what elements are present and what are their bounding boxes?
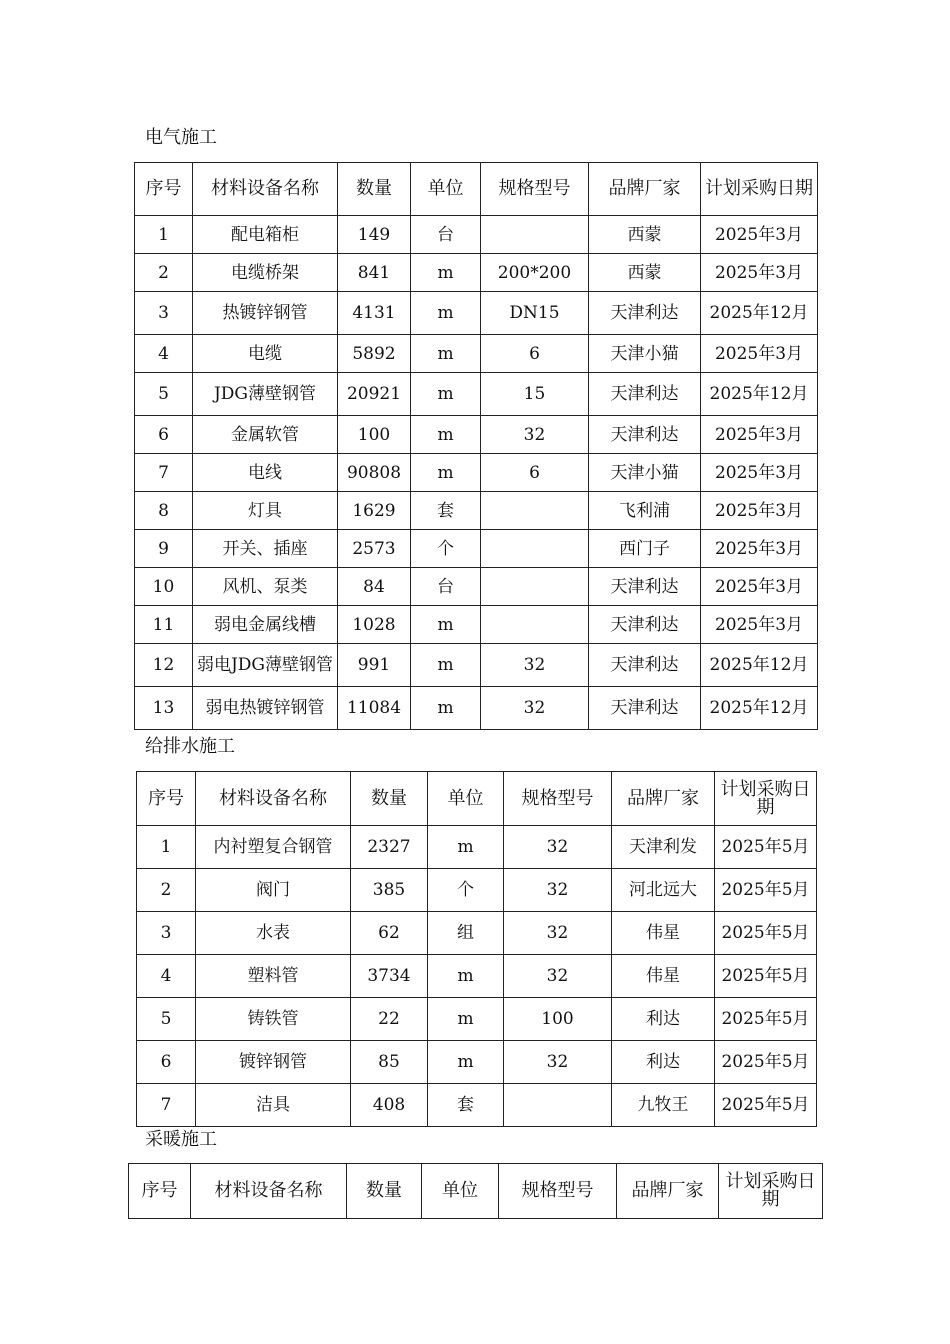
cell-name: JDG薄壁钢管	[193, 373, 338, 416]
heating-table	[128, 1163, 823, 1219]
cell-brand: 天津利发	[612, 826, 715, 869]
cell-brand: 天津小猫	[589, 335, 701, 373]
cell-spec: 32	[504, 869, 612, 912]
header-brand: 品牌厂家	[612, 772, 715, 826]
cell-index: 1	[137, 826, 196, 869]
header-row	[137, 772, 817, 826]
cell-unit: 台	[411, 568, 481, 606]
cell-index: 6	[137, 1041, 196, 1084]
cell-name: 水表	[196, 912, 351, 955]
header-spec: 规格型号	[481, 163, 589, 216]
cell-date: 2025年5月	[715, 826, 817, 869]
table-row	[135, 454, 818, 492]
cell-index: 7	[137, 1084, 196, 1127]
cell-date: 2025年5月	[715, 955, 817, 998]
cell-date: 2025年3月	[701, 335, 818, 373]
cell-spec: 15	[481, 373, 589, 416]
cell-unit: m	[428, 998, 504, 1041]
cell-unit: 组	[428, 912, 504, 955]
section-title: 给排水施工	[145, 736, 235, 757]
cell-index: 4	[135, 335, 193, 373]
header-row	[135, 163, 818, 216]
header-spec: 规格型号	[504, 772, 612, 826]
cell-date: 2025年3月	[701, 254, 818, 292]
cell-name: 镀锌钢管	[196, 1041, 351, 1084]
cell-brand: 天津利达	[589, 687, 701, 730]
table-row	[137, 912, 817, 955]
cell-date: 2025年3月	[701, 416, 818, 454]
cell-unit: m	[411, 373, 481, 416]
cell-name: 弱电热镀锌钢管	[193, 687, 338, 730]
cell-index: 5	[135, 373, 193, 416]
cell-name: 灯具	[193, 492, 338, 530]
cell-unit: m	[411, 254, 481, 292]
cell-spec: 6	[481, 335, 589, 373]
cell-unit: m	[411, 335, 481, 373]
table-row	[135, 530, 818, 568]
header-unit: 单位	[422, 1164, 499, 1219]
table-row	[135, 568, 818, 606]
cell-index: 6	[135, 416, 193, 454]
table-row	[135, 254, 818, 292]
cell-index: 7	[135, 454, 193, 492]
cell-index: 10	[135, 568, 193, 606]
cell-brand: 利达	[612, 1041, 715, 1084]
cell-quantity: 1028	[338, 606, 411, 644]
cell-spec: 32	[504, 826, 612, 869]
cell-date: 2025年12月	[701, 292, 818, 335]
table-row	[137, 1041, 817, 1084]
cell-quantity: 20921	[338, 373, 411, 416]
cell-date: 2025年3月	[701, 530, 818, 568]
cell-name: 电缆桥架	[193, 254, 338, 292]
cell-quantity: 408	[351, 1084, 428, 1127]
cell-brand: 天津利达	[589, 373, 701, 416]
cell-brand: 飞利浦	[589, 492, 701, 530]
cell-index: 2	[137, 869, 196, 912]
cell-brand: 九牧王	[612, 1084, 715, 1127]
header-name: 材料设备名称	[193, 163, 338, 216]
cell-unit: m	[428, 826, 504, 869]
cell-brand: 伟星	[612, 955, 715, 998]
cell-name: 风机、泵类	[193, 568, 338, 606]
cell-spec: 32	[481, 416, 589, 454]
cell-index: 12	[135, 644, 193, 687]
table-row	[137, 998, 817, 1041]
header-spec: 规格型号	[499, 1164, 617, 1219]
cell-spec: 6	[481, 454, 589, 492]
cell-spec: DN15	[481, 292, 589, 335]
cell-brand: 西蒙	[589, 216, 701, 254]
cell-index: 13	[135, 687, 193, 730]
cell-index: 8	[135, 492, 193, 530]
cell-unit: m	[411, 687, 481, 730]
cell-spec: 32	[504, 955, 612, 998]
cell-unit: 台	[411, 216, 481, 254]
cell-date: 2025年12月	[701, 687, 818, 730]
cell-quantity: 149	[338, 216, 411, 254]
cell-name: 洁具	[196, 1084, 351, 1127]
cell-spec	[481, 530, 589, 568]
header-quantity: 数量	[347, 1164, 422, 1219]
cell-spec	[481, 216, 589, 254]
cell-brand: 天津利达	[589, 644, 701, 687]
cell-quantity: 62	[351, 912, 428, 955]
cell-quantity: 84	[338, 568, 411, 606]
cell-brand: 天津利达	[589, 606, 701, 644]
cell-unit: 套	[411, 492, 481, 530]
cell-index: 2	[135, 254, 193, 292]
cell-index: 3	[137, 912, 196, 955]
cell-date: 2025年3月	[701, 492, 818, 530]
cell-quantity: 85	[351, 1041, 428, 1084]
cell-name: 阀门	[196, 869, 351, 912]
cell-date: 2025年3月	[701, 454, 818, 492]
header-date: 计划采购日期	[715, 772, 817, 826]
cell-unit: m	[428, 1041, 504, 1084]
cell-brand: 利达	[612, 998, 715, 1041]
cell-spec: 200*200	[481, 254, 589, 292]
cell-brand: 伟星	[612, 912, 715, 955]
cell-brand: 西蒙	[589, 254, 701, 292]
cell-name: 铸铁管	[196, 998, 351, 1041]
cell-unit: 个	[411, 530, 481, 568]
header-index: 序号	[129, 1164, 191, 1219]
cell-date: 2025年3月	[701, 568, 818, 606]
section-title: 采暖施工	[145, 1129, 217, 1150]
cell-quantity: 22	[351, 998, 428, 1041]
cell-spec	[504, 1084, 612, 1127]
cell-date: 2025年5月	[715, 912, 817, 955]
header-name: 材料设备名称	[191, 1164, 347, 1219]
cell-name: 电线	[193, 454, 338, 492]
cell-date: 2025年3月	[701, 606, 818, 644]
cell-unit: m	[411, 416, 481, 454]
cell-unit: m	[411, 292, 481, 335]
cell-quantity: 991	[338, 644, 411, 687]
cell-name: 弱电JDG薄壁钢管	[193, 644, 338, 687]
cell-date: 2025年12月	[701, 373, 818, 416]
table-row	[137, 1084, 817, 1127]
header-brand: 品牌厂家	[589, 163, 701, 216]
table-row	[135, 687, 818, 730]
cell-quantity: 385	[351, 869, 428, 912]
header-quantity: 数量	[338, 163, 411, 216]
cell-spec: 100	[504, 998, 612, 1041]
table-row	[135, 416, 818, 454]
cell-name: 配电箱柜	[193, 216, 338, 254]
table-row	[137, 826, 817, 869]
cell-spec	[481, 492, 589, 530]
table-row	[135, 606, 818, 644]
cell-unit: 个	[428, 869, 504, 912]
cell-date: 2025年5月	[715, 998, 817, 1041]
cell-brand: 西门子	[589, 530, 701, 568]
cell-date: 2025年5月	[715, 1084, 817, 1127]
cell-spec	[481, 606, 589, 644]
cell-quantity: 2573	[338, 530, 411, 568]
cell-quantity: 11084	[338, 687, 411, 730]
cell-date: 2025年5月	[715, 1041, 817, 1084]
table-row	[137, 955, 817, 998]
cell-name: 开关、插座	[193, 530, 338, 568]
header-row	[129, 1164, 823, 1219]
cell-date: 2025年12月	[701, 644, 818, 687]
cell-brand: 河北远大	[612, 869, 715, 912]
plumbing-table	[136, 771, 817, 1127]
cell-unit: m	[411, 644, 481, 687]
cell-quantity: 5892	[338, 335, 411, 373]
header-quantity: 数量	[351, 772, 428, 826]
table-row	[135, 292, 818, 335]
table-row	[135, 492, 818, 530]
cell-index: 11	[135, 606, 193, 644]
header-name: 材料设备名称	[196, 772, 351, 826]
cell-date: 2025年5月	[715, 869, 817, 912]
cell-brand: 天津小猫	[589, 454, 701, 492]
cell-spec	[481, 568, 589, 606]
cell-quantity: 4131	[338, 292, 411, 335]
cell-quantity: 3734	[351, 955, 428, 998]
table-row	[135, 216, 818, 254]
cell-name: 电缆	[193, 335, 338, 373]
header-date: 计划采购日期	[701, 163, 818, 216]
cell-spec: 32	[481, 687, 589, 730]
cell-name: 塑料管	[196, 955, 351, 998]
header-unit: 单位	[428, 772, 504, 826]
cell-brand: 天津利达	[589, 568, 701, 606]
cell-name: 热镀锌钢管	[193, 292, 338, 335]
cell-name: 内衬塑复合钢管	[196, 826, 351, 869]
cell-index: 1	[135, 216, 193, 254]
cell-brand: 天津利达	[589, 416, 701, 454]
header-index: 序号	[135, 163, 193, 216]
table-row	[135, 644, 818, 687]
cell-unit: 套	[428, 1084, 504, 1127]
header-index: 序号	[137, 772, 196, 826]
cell-index: 9	[135, 530, 193, 568]
cell-quantity: 1629	[338, 492, 411, 530]
header-unit: 单位	[411, 163, 481, 216]
section-title: 电气施工	[145, 127, 217, 148]
cell-brand: 天津利达	[589, 292, 701, 335]
cell-name: 弱电金属线槽	[193, 606, 338, 644]
cell-unit: m	[428, 955, 504, 998]
header-brand: 品牌厂家	[617, 1164, 719, 1219]
cell-quantity: 841	[338, 254, 411, 292]
cell-index: 3	[135, 292, 193, 335]
cell-quantity: 100	[338, 416, 411, 454]
cell-spec: 32	[481, 644, 589, 687]
cell-quantity: 90808	[338, 454, 411, 492]
table-row	[135, 373, 818, 416]
cell-date: 2025年3月	[701, 216, 818, 254]
cell-spec: 32	[504, 1041, 612, 1084]
cell-index: 5	[137, 998, 196, 1041]
cell-name: 金属软管	[193, 416, 338, 454]
table-row	[137, 869, 817, 912]
cell-quantity: 2327	[351, 826, 428, 869]
electrical-table	[134, 162, 818, 730]
table-row	[135, 335, 818, 373]
cell-unit: m	[411, 606, 481, 644]
cell-spec: 32	[504, 912, 612, 955]
header-date: 计划采购日期	[719, 1164, 823, 1219]
cell-index: 4	[137, 955, 196, 998]
cell-unit: m	[411, 454, 481, 492]
